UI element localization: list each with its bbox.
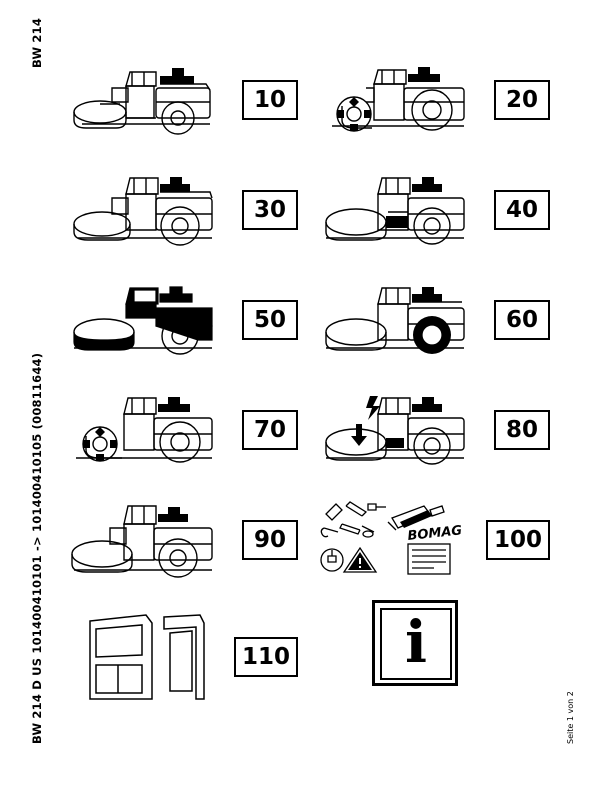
chapter-cell-80[interactable]	[312, 388, 550, 476]
chapter-cell-70[interactable]	[60, 388, 298, 476]
chapter-cell-10[interactable]	[60, 58, 298, 146]
chapter-row	[60, 168, 550, 256]
chapter-cell-100[interactable]	[312, 498, 550, 586]
roller-hydraulic-icon	[60, 388, 232, 476]
chapter-row	[60, 498, 550, 586]
information-symbol-inner	[380, 608, 452, 680]
roller-wheel-icon	[312, 278, 484, 366]
chapter-row	[60, 603, 550, 713]
page-footer: Seite 1 von 2	[566, 691, 575, 744]
roller-machine-icon	[60, 58, 232, 146]
cabin-parts-icon	[60, 603, 232, 713]
tools-and-decals-icon	[312, 498, 484, 586]
chapter-number-box[interactable]: 30	[242, 190, 298, 230]
svg-text:BOMAG: BOMAG	[406, 523, 463, 544]
chapter-number-box[interactable]: 10	[242, 80, 298, 120]
page-title: BW 214	[30, 17, 44, 68]
document-subtitle: BW 214 D US 101400410101 -> 101400410105 (00811644)	[30, 352, 44, 744]
chapter-cell-90[interactable]	[60, 498, 298, 586]
roller-engine-icon	[312, 58, 484, 146]
roller-machine-icon	[60, 498, 232, 586]
chapter-number-box[interactable]: 60	[494, 300, 550, 340]
chapter-cell-40[interactable]	[312, 168, 550, 256]
chapter-cell-110[interactable]	[60, 603, 298, 713]
chapter-cell-60[interactable]	[312, 278, 550, 366]
chapter-number-box[interactable]: 20	[494, 80, 550, 120]
chapter-number-box[interactable]: 100	[486, 520, 550, 560]
roller-machine-icon	[60, 168, 232, 256]
chapter-number-box[interactable]: 90	[242, 520, 298, 560]
information-symbol[interactable]	[372, 600, 458, 686]
chapter-row	[60, 278, 550, 366]
chapter-row	[60, 58, 550, 146]
chapter-number-box[interactable]: 110	[234, 637, 298, 677]
info-glyph: i	[404, 608, 428, 676]
roller-drum-icon	[312, 168, 484, 256]
chapter-number-box[interactable]: 50	[242, 300, 298, 340]
chapter-cell-30[interactable]	[60, 168, 298, 256]
chapter-number-box[interactable]: 40	[494, 190, 550, 230]
chapter-cell-20[interactable]	[312, 58, 550, 146]
chapter-number-box[interactable]: 70	[242, 410, 298, 450]
chapter-cell-50[interactable]	[60, 278, 298, 366]
chapter-row	[60, 388, 550, 476]
chapter-grid	[60, 58, 550, 683]
roller-electric-icon	[312, 388, 484, 476]
roller-filled-icon	[60, 278, 232, 366]
chapter-number-box[interactable]: 80	[494, 410, 550, 450]
